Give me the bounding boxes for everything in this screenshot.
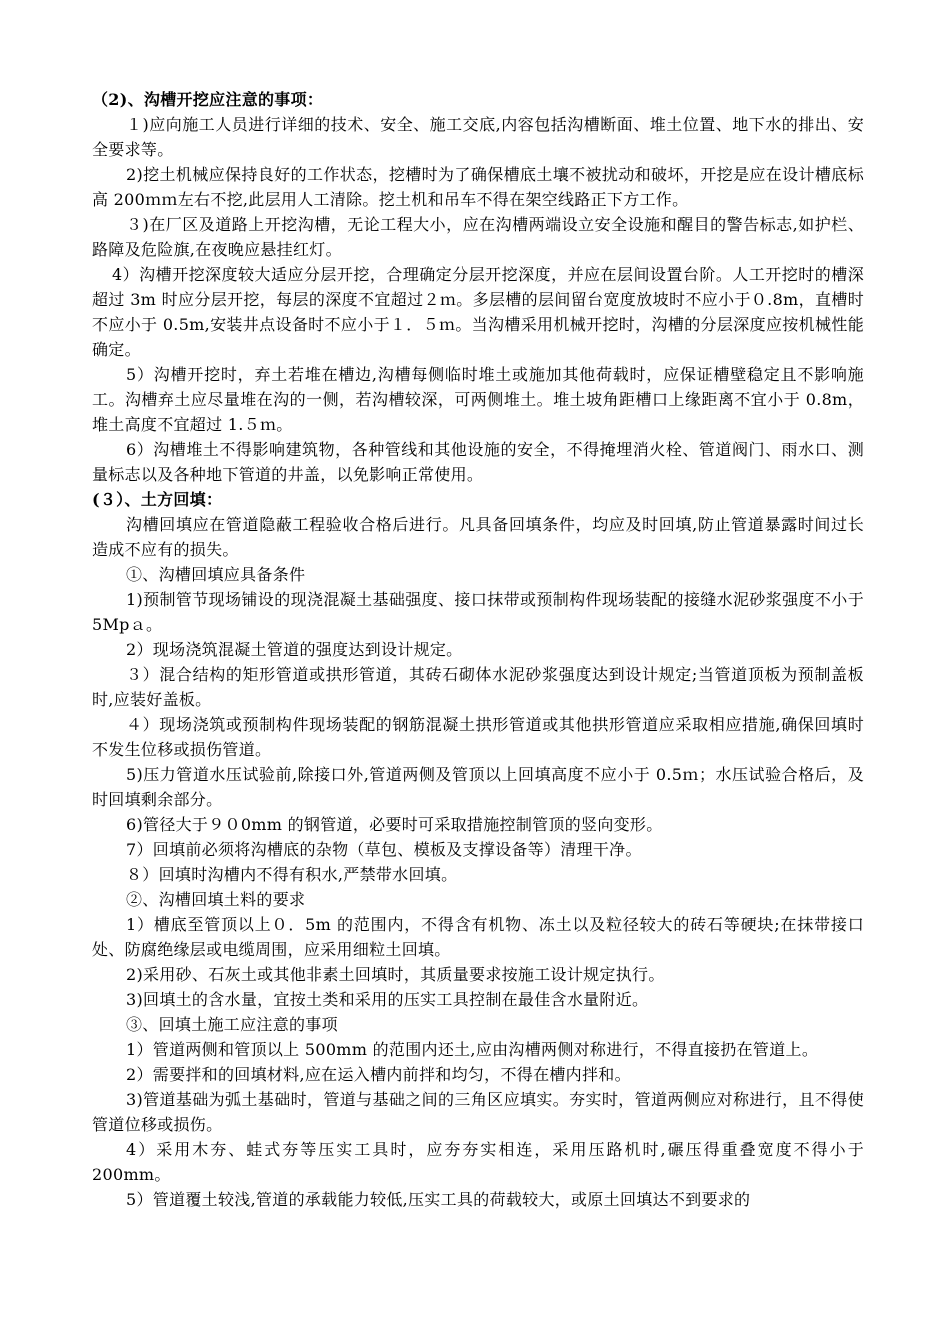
paragraph: 1)预制管节现场铺设的现浇混凝土基础强度、接口抹带或预制构件现场装配的接缝水泥砂浆强度不小于 5Mpａ。: [92, 590, 864, 634]
paragraph: 3)管道基础为弧土基础时，管道与基础之间的三角区应填实。夯实时，管道两侧应对称进行，且不得使管道位移或损伤。: [92, 1090, 864, 1134]
paragraph: 4）采用木夯、蛙式夯等压实工具时，应夯夯实相连，采用压路机时,碾压得重叠宽度不得小于 200mm。: [92, 1140, 864, 1184]
paragraph: ３）混合结构的矩形管道或拱形管道，其砖石砌体水泥砂浆强度达到设计规定;当管道顶板为预制盖板时,应装好盖板。: [92, 665, 864, 709]
paragraph: 5）管道覆土较浅,管道的承载能力较低,压实工具的荷载较大，或原土回填达不到要求的: [126, 1190, 751, 1209]
paragraph: 3)回填土的含水量，宜按土类和采用的压实工具控制在最佳含水量附近。: [126, 990, 649, 1009]
paragraph: 2）需要拌和的回填材料,应在运入槽内前拌和均匀，不得在槽内拌和。: [126, 1065, 631, 1084]
section-heading-2: （2)、沟槽开挖应注意的事项：: [92, 90, 324, 109]
paragraph: 6)管径大于９０0mm 的钢管道，必要时可采取措施控制管顶的竖向变形。: [126, 815, 663, 834]
subsection-title: ①、沟槽回填应具备条件: [126, 565, 306, 584]
paragraph: １)应向施工人员进行详细的技术、安全、施工交底,内容包括沟槽断面、堆土位置、地下水的排出、安全要求等。: [92, 115, 864, 159]
paragraph: 4）沟槽开挖深度较大适应分层开挖，合理确定分层开挖深度，并应在层间设置台阶。人工开挖时的槽深超过 3m 时应分层开挖，每层的深度不宜超过２ｍ。多层槽的层间留台宽度放坡时不应小于０.8m，直槽时不应小于 0.5m,安装井点设备时不应小于１．５ｍ。当沟槽采用机械开挖时，沟槽的分层深度应按机械性能确定。: [92, 265, 864, 359]
paragraph: 5)压力管道水压试验前,除接口外,管道两侧及管顶以上回填高度不应小于 0.5ｍ；水压试验合格后，及时回填剩余部分。: [92, 765, 864, 809]
paragraph: 7）回填前必须将沟槽底的杂物（草包、模板及支撑设备等）清理干净。: [126, 840, 642, 859]
subsection-title: ③、回填土施工应注意的事项: [126, 1015, 338, 1034]
paragraph: 5）沟槽开挖时，弃土若堆在槽边,沟槽每侧临时堆土或施加其他荷载时，应保证槽壁稳定且不影响施工。沟槽弃土应尽量堆在沟的一侧，若沟槽较深，可两侧堆土。堆土坡角距槽口上缘距离不宜小于 0.8m，堆土高度不宜超过 1.５ｍ。: [92, 365, 864, 434]
paragraph: 沟槽回填应在管道隐蔽工程验收合格后进行。凡具备回填条件，均应及时回填,防止管道暴露时间过长造成不应有的损失。: [92, 515, 864, 559]
section-heading-3: (３）、土方回填：: [92, 490, 223, 509]
paragraph: 2）现场浇筑混凝土管道的强度达到设计规定。: [126, 640, 463, 659]
paragraph: 2)挖土机械应保持良好的工作状态，挖槽时为了确保槽底土壤不被扰动和破坏，开挖是应在设计槽底标高 200ｍｍ左右不挖,此层用人工清除。挖土机和吊车不得在架空线路正下方工作。: [92, 165, 864, 209]
paragraph: 1）槽底至管顶以上０．5m 的范围内，不得含有机物、冻土以及粒径较大的砖石等硬块;在抹带接口处、防腐绝缘层或电缆周围，应采用细粒土回填。: [92, 915, 864, 959]
paragraph: 1）管道两侧和管顶以上 500mm 的范围内还土,应由沟槽两侧对称进行，不得直接扔在管道上。: [126, 1040, 819, 1059]
paragraph: ３)在厂区及道路上开挖沟槽，无论工程大小，应在沟槽两端设立安全设施和醒目的警告标志,如护栏、路障及危险旗,在夜晚应悬挂红灯。: [92, 215, 864, 259]
paragraph: ８）回填时沟槽内不得有积水,严禁带水回填。: [126, 865, 458, 884]
subsection-title: ②、沟槽回填土料的要求: [126, 890, 306, 909]
paragraph: ４）现场浇筑或预制构件现场装配的钢筋混凝土拱形管道或其他拱形管道应采取相应措施,确保回填时不发生位移或损伤管道。: [92, 715, 864, 759]
paragraph: 2)采用砂、石灰土或其他非素土回填时，其质量要求按施工设计规定执行。: [126, 965, 665, 984]
document-page: [92, 87, 864, 1212]
paragraph: 6）沟槽堆土不得影响建筑物，各种管线和其他设施的安全，不得掩埋消火栓、管道阀门、雨水口、测量标志以及各种地下管道的井盖，以免影响正常使用。: [92, 440, 864, 484]
